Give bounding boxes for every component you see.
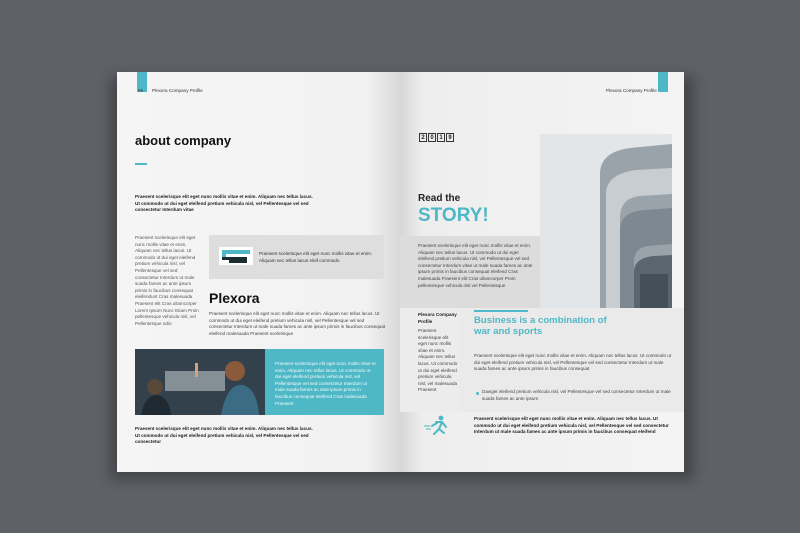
plexora-logo-icon	[219, 247, 253, 265]
footer-paragraph: Praesent scelerisque elit eget nunc mollis vitae et enim. Aliquam nec tellus lacus. Ut commodo ut dui eget eleifend pretium vehicula nisl, vel Pellentesque vel sed consectetur	[135, 426, 313, 445]
runner-icon	[418, 412, 458, 440]
right-page	[400, 72, 684, 472]
column-paragraph: Praesent scelerisque elit eget nunc mollis vitae et enim. Aliquam nec tellus lacus. Ut commodo ut dui eget eleifend pretium vehicula nisl, vel Pellentesque vel sed consectetur Interdum ut male suada fames ac ante ipsum primis in faucibus consequat eleifendunt Cras malesuada Praesent elit Cras ullamcorper Lorem Ipsum Nunc Etiam Proin pellentesque vehicula nisl, vel Pellentesque odio	[135, 235, 199, 326]
header-title: Plexora Company Profile	[152, 88, 203, 93]
business-panel	[460, 308, 684, 412]
year-digit: 1	[437, 133, 445, 142]
logo-panel	[209, 235, 384, 279]
sidebar-paragraph: Praesent scelerisque elit eget nunc mollis vitae et enim. Aliquam nec tellus lacus. Ut commodo ut dui eget eleifend pretium vehicula nisl, vel malesuada Praesent	[418, 328, 458, 393]
section-heading: about company	[135, 133, 232, 148]
left-page	[117, 72, 400, 472]
bullet-paragraph: Dawget eleifend pretium vehicula nisl, vel Pellentesque vel sed consectetur Interdum ut male suada fames ac ante ipsum	[482, 389, 671, 401]
brand-paragraph: Praesent scelerisque elit eget nunc mollis vitae et enim. Aliquam nec tellus lacus. Ut commodo ut dui eget eleifend pretium vehicula nisl, vel Pellentesque vel sed consectetur Interdum ut male suada fames ac ante ipsum primis in faucibus consequat eleifend malesuada Praesent scelerisque	[209, 311, 386, 336]
page-number: 06	[138, 88, 143, 93]
story-heading: STORY!	[418, 205, 489, 226]
header-title: Plexora Company Profile	[606, 88, 657, 93]
heading-underline	[135, 163, 147, 165]
sidebar-title: Plexora Company Profile	[418, 312, 457, 324]
business-heading: Business is a combination of war and sports	[474, 315, 607, 337]
year-digit: 0	[428, 133, 436, 142]
page-tab	[658, 72, 668, 92]
read-the-heading: Read the	[418, 193, 461, 204]
business-paragraph: Praesent scelerisque elit eget nunc mollis vitae et enim. Aliquam nec tellus lacus. Ut commodo ut dui eget eleifend pretium vehicula nisl, vel Pellentesque vel sed consectetur Interdum ut male suada fames ac ante ipsum primis in faucibus consequat	[474, 353, 672, 372]
sidebar-panel	[400, 308, 460, 412]
teal-panel	[265, 349, 384, 415]
bullet-icon	[476, 392, 479, 395]
logo-caption: Praesent scelerisque elit eget nunc mollis vitae et enim. Aliquam nec tellus lacus eleif commodo	[259, 251, 373, 263]
story-panel	[400, 236, 540, 308]
story-paragraph: Praesent scelerisque elit eget nunc mollis vitae et enim. Aliquam nec tellus lacus. Ut commodo ut dui eget eleifend pretium vehicula nisl, vel Pellentesque vel sed consectetur Interdum vitae ut male suada fames ac ante ipsum primis in faucibus consequat eleifend Cras malesuada Praesent elit Cras ullamcorper Proin pellentesque vehicula nisl vel Pellentesque	[418, 243, 533, 288]
year-badge	[419, 133, 454, 142]
team-photo	[135, 349, 265, 415]
brand-heading: Plexora	[209, 290, 260, 306]
intro-paragraph: Praesent scelerisque elit eget nunc mollis vitae et enim. Aliquam nec tellus lacus. Ut commodo ut dui eget eleifend pretium vehicula nisl, vel Pellentesque vel sed consectetur Interdum vitae	[135, 194, 313, 213]
footer-paragraph: Praesent scelerisque elit eget nunc mollis vitae et enim. Aliquam nec tellus lacus. Ut commodo ut dui eget eleifend pretium vehicula nisl, vel Pellentesque vel sed consectetur Interdum ut male suada fames ac ante ipsum primis in faucibus consequat eleifend	[474, 416, 669, 435]
year-digit: 9	[446, 133, 454, 142]
business-rule	[474, 310, 528, 312]
building-photo	[540, 134, 672, 308]
year-digit: 2	[419, 133, 427, 142]
teal-paragraph: Praesent scelerisque elit eget nunc mollis vitae et enim. Aliquam nec tellus lacus. Ut commodo ut dui eget eleifend pretium vehicula nisl, vel Pellentesque vel sed consectetur Interdum ut male suada fames ac ante ipsum primis in faucibus consequat eleifend Cras malesuada Praesent	[275, 361, 376, 406]
